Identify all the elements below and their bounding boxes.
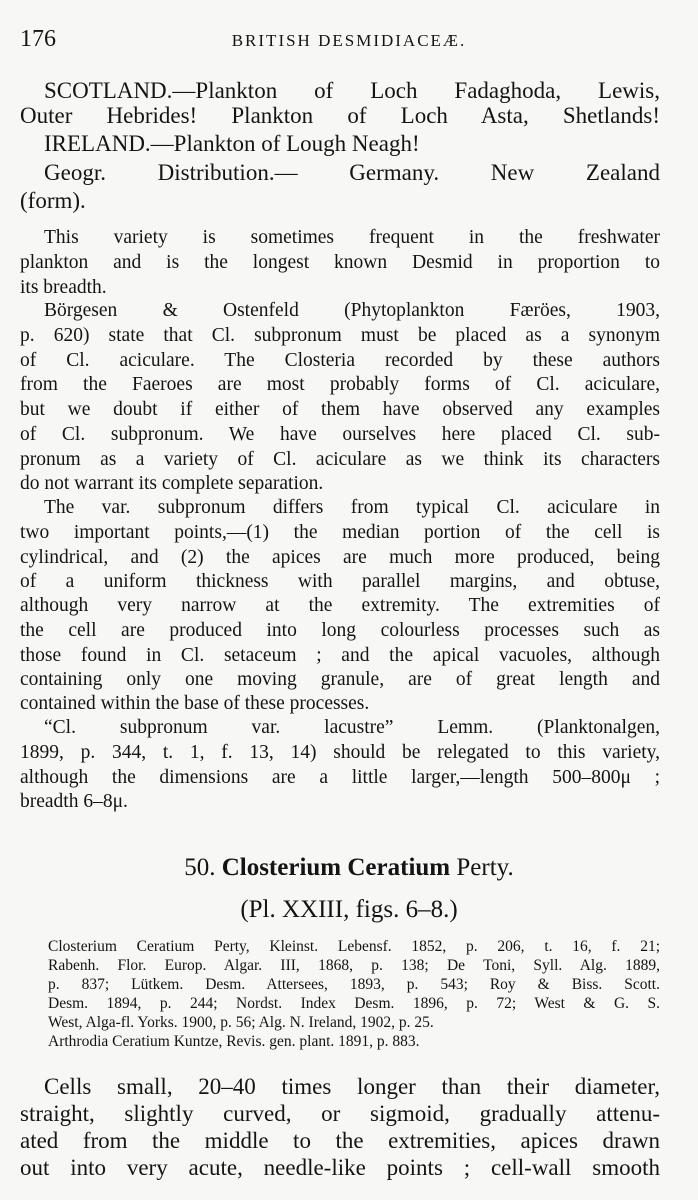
synonymy-line: Closterium Ceratium Perty, Kleinst. Lebensf. 1852, p. 206, t. 16, f. 21; bbox=[48, 938, 660, 955]
text-line: its breadth. bbox=[20, 277, 107, 298]
distribution-line: IRELAND.—Plankton of Lough Neagh! bbox=[44, 131, 420, 156]
synonymy-line: p. 837; Lütkem. Desm. Attersees, 1893, p. 543; Roy & Biss. Scott. bbox=[48, 976, 660, 993]
synonymy-line: Rabenh. Flor. Europ. Algar. III, 1868, p. 138; De Toni, Syll. Alg. 1889, bbox=[48, 957, 660, 974]
distribution-line: Outer Hebrides! Plankton of Loch Asta, Shetlands! bbox=[20, 103, 660, 128]
text-line: contained within the base of these processes. bbox=[20, 693, 370, 714]
description-line: Cells small, 20–40 times longer than their diameter, bbox=[44, 1074, 660, 1099]
description-line: out into very acute, needle-like points ; cell-wall smooth bbox=[20, 1155, 660, 1180]
text-line: although the dimensions are a little larger,—length 500–800μ ; bbox=[20, 767, 660, 788]
distribution-line: (form). bbox=[20, 188, 86, 213]
text-line: p. 620) state that Cl. subpronum must be placed as a synonym bbox=[20, 325, 660, 346]
description-line: straight, slightly curved, or sigmoid, gradually attenu- bbox=[20, 1101, 660, 1126]
text-line: although very narrow at the extremity. The extremities of bbox=[20, 595, 660, 616]
text-line: but we doubt if either of them have observed any examples bbox=[20, 399, 660, 420]
text-line: 1899, p. 344, t. 1, f. 13, 14) should be relegated to this variety, bbox=[20, 742, 660, 763]
text-line: breadth 6–8μ. bbox=[20, 791, 128, 812]
distribution-line: Geogr. Distribution.— Germany. New Zealand bbox=[44, 160, 660, 185]
text-line: pronum as a variety of Cl. aciculare as we think its characters bbox=[20, 449, 660, 470]
running-title: BRITISH DESMIDIACEÆ. bbox=[231, 31, 467, 50]
text-line: of Cl. subpronum. We have ourselves here placed Cl. sub- bbox=[20, 424, 660, 445]
text-line: “Cl. subpronum var. lacustre” Lemm. (Planktonalgen, bbox=[44, 717, 660, 738]
text-line: from the Faeroes are most probably forms of Cl. aciculare, bbox=[20, 374, 660, 395]
synonymy-line: Desm. 1894, p. 244; Nordst. Index Desm. 1896, p. 72; West & G. S. bbox=[48, 995, 660, 1012]
species-name: Closterium Ceratium bbox=[221, 854, 451, 881]
text-line: of Cl. aciculare. The Closteria recorded by these authors bbox=[20, 350, 660, 371]
text-line: This variety is sometimes frequent in the freshwater bbox=[44, 227, 660, 248]
species-number: 50. bbox=[184, 854, 216, 881]
synonymy-line: West, Alga-fl. Yorks. 1900, p. 56; Alg. N. Ireland, 1902, p. 25. bbox=[48, 1014, 434, 1031]
text-line: cylindrical, and (2) the apices are much more produced, being bbox=[20, 547, 660, 568]
species-author: Perty. bbox=[456, 854, 514, 881]
text-line: those found in Cl. setaceum ; and the apical vacuoles, although bbox=[20, 645, 660, 666]
distribution-line: SCOTLAND.—Plankton of Loch Fadaghoda, Lewis, bbox=[44, 78, 660, 103]
text-line: the cell are produced into long colourless processes such as bbox=[20, 620, 660, 641]
text-line: do not warrant its complete separation. bbox=[20, 473, 324, 494]
species-heading bbox=[0, 854, 698, 882]
plate-reference: (Pl. XXIII, figs. 6–8.) bbox=[240, 896, 458, 923]
text-line: two important points,—(1) the median portion of the cell is bbox=[20, 522, 660, 543]
page-number: 176 bbox=[20, 26, 56, 52]
text-line: containing only one moving granule, are of great length and bbox=[20, 669, 660, 690]
synonymy-line: Arthrodia Ceratium Kuntze, Revis. gen. plant. 1891, p. 883. bbox=[48, 1033, 420, 1050]
description-line: ated from the middle to the extremities, apices drawn bbox=[20, 1128, 660, 1153]
text-line: Börgesen & Ostenfeld (Phytoplankton Færöes, 1903, bbox=[44, 300, 660, 321]
text-line: The var. subpronum differs from typical Cl. aciculare in bbox=[44, 497, 660, 518]
text-line: plankton and is the longest known Desmid in proportion to bbox=[20, 252, 660, 273]
running-head bbox=[20, 26, 678, 56]
text-line: of a uniform thickness with parallel margins, and obtuse, bbox=[20, 571, 660, 592]
